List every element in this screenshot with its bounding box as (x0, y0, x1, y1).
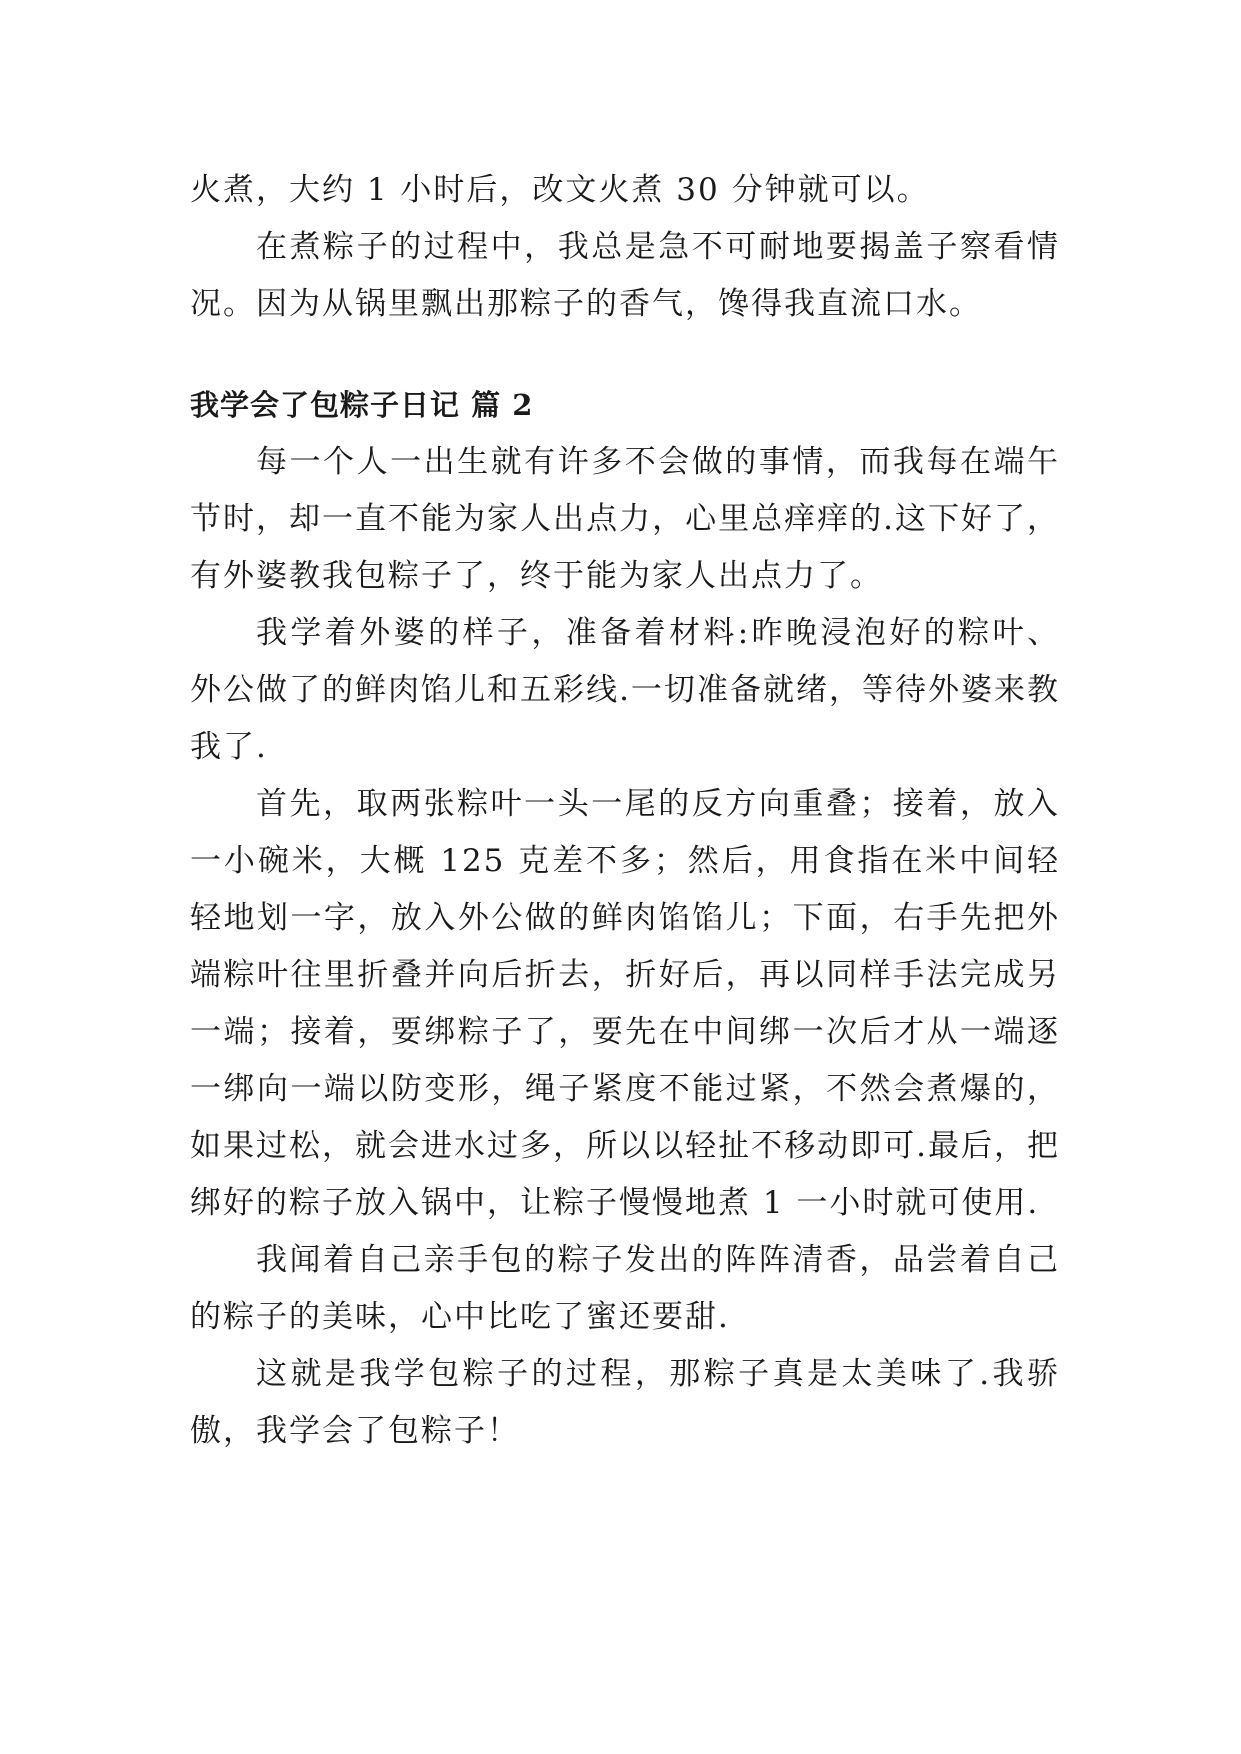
paragraph-1: 每一个人一出生就有许多不会做的事情，而我每在端午节时，却一直不能为家人出点力，心里总痒痒的.这下好了，有外婆教我包粽子了，终于能为家人出点力了。 (190, 444, 1060, 594)
paragraph-2: 我学着外婆的样子，准备着材料:昨晚浸泡好的粽叶、外公做了的鲜肉馅儿和五彩线.一切准备就绪，等待外婆来教我了. (190, 615, 1060, 765)
section-title: 我学会了包粽子日记 篇 2 (190, 388, 534, 422)
paragraph-5: 这就是我学包粽子的过程，那粽子真是太美味了.我骄傲，我学会了包粽子！ (190, 1356, 1060, 1449)
paragraph-4: 我闻着自己亲手包的粽子发出的阵阵清香，品尝着自己的粽子的美味，心中比吃了蜜还要甜. (190, 1242, 1060, 1335)
document-body (190, 162, 1060, 1460)
paragraph-continuation: 火煮，大约 1 小时后，改文火煮 30 分钟就可以。 (190, 172, 930, 208)
paragraph-cooking: 在煮粽子的过程中，我总是急不可耐地要揭盖子察看情况。因为从锅里飘出那粽子的香气，馋得我直流口水。 (190, 229, 1060, 322)
paragraph-3: 首先，取两张粽叶一头一尾的反方向重叠；接着，放入一小碗米，大概 125 克差不多；然后，用食指在米中间轻轻地划一字，放入外公做的鲜肉馅馅儿；下面，右手先把外端粽叶往里折叠并向后折去，折好后，再以同样手法完成另一端；接着，要绑粽子了，要先在中间绑一次后才从一端逐一绑向一端以防变形，绳子紧度不能过紧，不然会煮爆的，如果过松，就会进水过多，所以以轻扯不移动即可.最后，把绑好的粽子放入锅中，让粽子慢慢地煮 1 一小时就可使用. (190, 786, 1060, 1221)
